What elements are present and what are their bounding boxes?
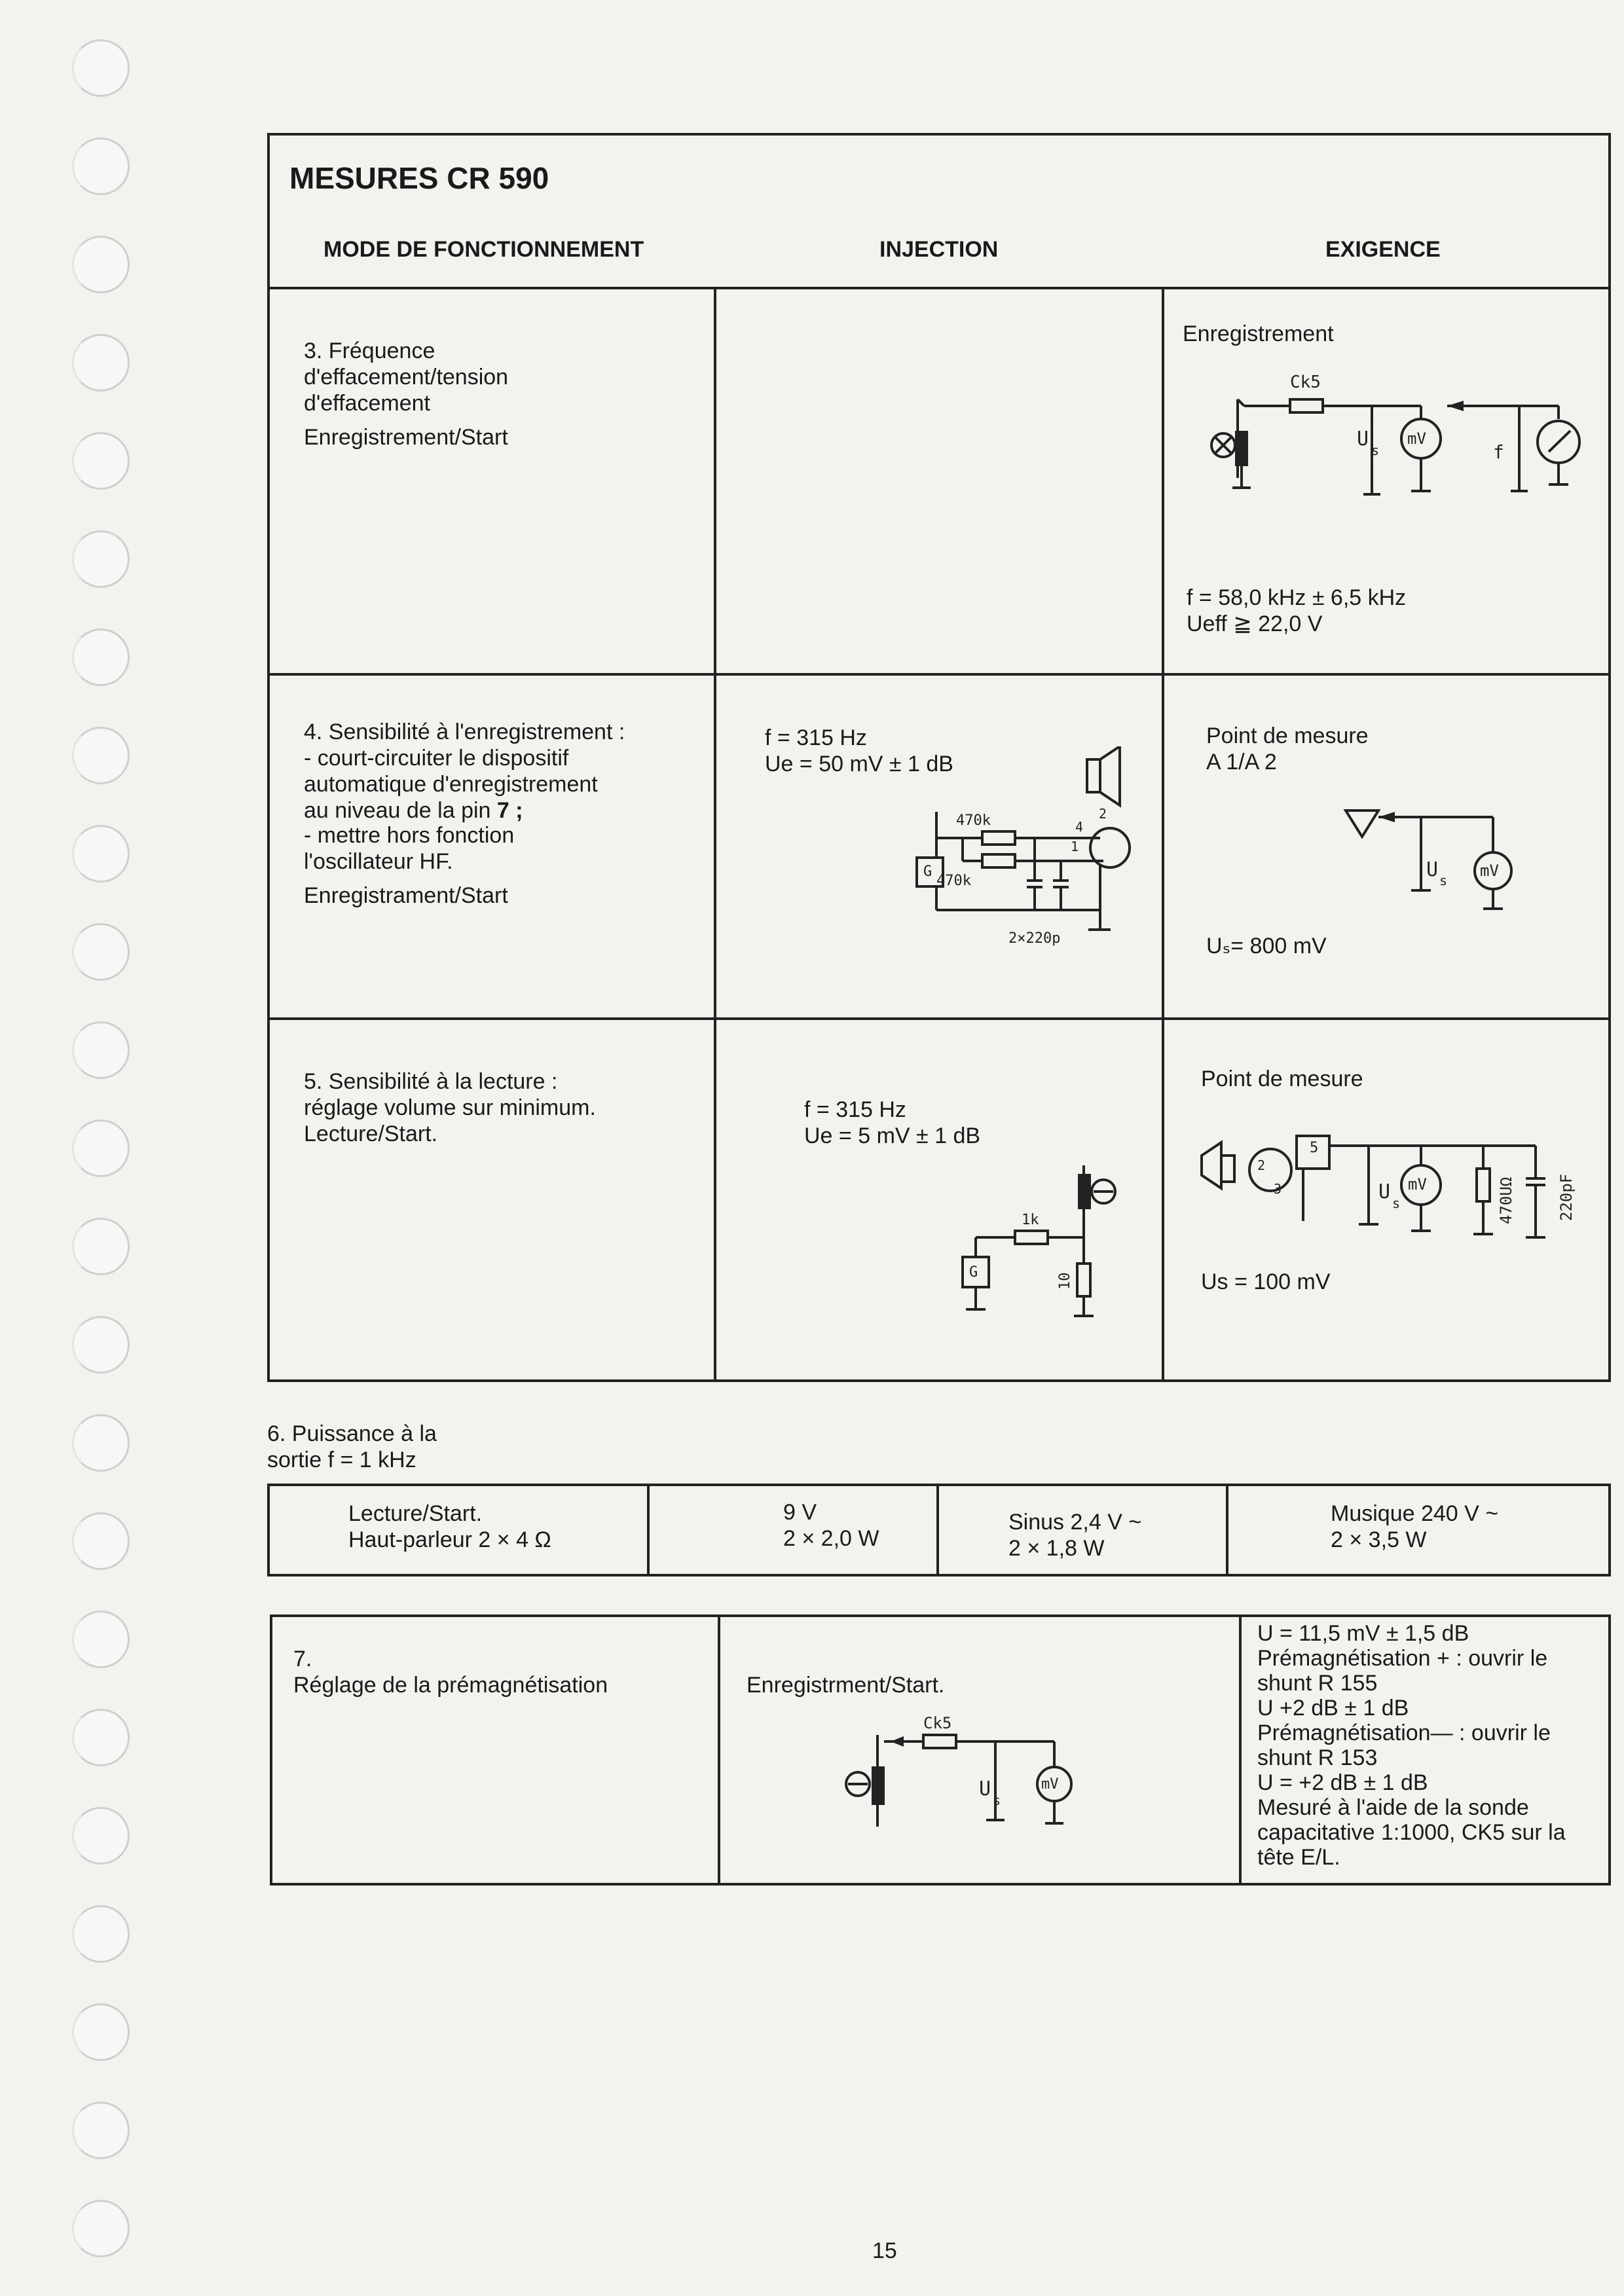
row5-measure-diagram [1198,1116,1604,1247]
row4-us-sub: s [1439,873,1448,888]
row6-cell-2: 9 V 2 × 2,0 W [783,1500,879,1551]
row5-r1-label: 1k [1022,1212,1039,1228]
header-mode: MODE DE FONCTIONNEMENT [323,237,644,262]
row-divider [267,1017,1611,1020]
row6-divider [936,1484,939,1576]
row4-pin4-label: 4 [1075,819,1084,835]
row3-exigence-title: Enregistrement [1183,321,1334,346]
row3-circuit-diagram [1185,360,1598,504]
row3-us-sub: s [1371,443,1380,458]
row4-circuit-diagram [910,746,1159,956]
row6-cell-1: Lecture/Start. Haut-parleur 2 × 4 Ω [348,1501,551,1552]
row5-exigence-value: Us = 100 mV [1201,1269,1331,1294]
row7-exigence: U = 11,5 mV ± 1,5 dB Prémagnétisation + : ouvrir le shunt R 155 U +2 dB ± 1 dB Prémagnétisation— : ouvrir le shunt R 153 U = +2 dB ± 1 dB Mesuré à l'aide de la sonde capacitative 1:1000, CK5 sur la tête E/L. [1257,1621,1566,1870]
row5-injection: f = 315 Hz Ue = 5 mV ± 1 dB [804,1097,981,1148]
row7-circuit-diagram [832,1709,1094,1840]
row7-divider [718,1614,720,1886]
row3-resistor-label: Ck5 [1290,373,1321,392]
row4-mode: 4. Sensibilité à l'enregistrement : - court-circuiter le dispositif automatique d'enregistrement au niveau de la pin 7 ; [304,720,625,823]
row4-measure-diagram [1342,799,1552,917]
row5-pin3-label: 3 [1274,1181,1282,1197]
row3-mode-op: Enregistrement/Start [304,425,508,450]
row4-us-label: U [1426,858,1439,881]
binder-holes [72,26,144,2278]
row5-mv-label: mV [1408,1175,1427,1194]
row5-us-sub: s [1392,1195,1401,1211]
row6-divider [1226,1484,1228,1576]
row3-mv-label: mV [1407,429,1426,448]
row4-pin2-label: 2 [1099,806,1107,822]
row7-us-sub: s [993,1793,1001,1808]
row-divider [267,673,1611,676]
row7-mode: 7. Réglage de la prémagnétisation [293,1647,608,1698]
row5-mode: 5. Sensibilité à la lecture : réglage volume sur minimum. Lecture/Start. [304,1069,596,1146]
row4-r2-label: 470k [936,873,971,889]
column-divider [1162,287,1164,1382]
page-title: MESURES CR 590 [289,161,549,195]
row4-injection: f = 315 Hz Ue = 50 mV ± 1 dB [765,725,953,776]
header-divider [267,287,1611,289]
row7-mv-label: mV [1041,1776,1059,1793]
row7-us-label: U [979,1777,991,1800]
row6-cell-3: Sinus 2,4 V ~ 2 × 1,8 W [1008,1510,1142,1561]
row4-mode-rest: - mettre hors fonction l'oscillateur HF. [304,823,515,874]
row7-divider [1239,1614,1242,1886]
row4-exigence: Point de mesure A 1/A 2 [1206,723,1369,774]
header-injection: INJECTION [879,237,999,262]
page-number: 15 [872,2238,897,2263]
row5-generator-label: G [969,1264,978,1281]
row5-circuit-diagram [923,1159,1139,1322]
row4-mv-label: mV [1480,862,1499,880]
row4-cap-label: 2×220p [1008,930,1061,947]
row7-injection: Enregistrment/Start. [747,1673,945,1698]
header-exigence: EXIGENCE [1325,237,1441,262]
row3-us-label: U [1357,428,1369,450]
row6-label: 6. Puissance à la sortie f = 1 kHz [267,1421,437,1472]
row5-us-label: U [1378,1180,1391,1203]
row3-exigence-values: f = 58,0 kHz ± 6,5 kHz Ueff ≧ 22,0 V [1187,585,1407,636]
row4-mode-op: Enregistrament/Start [304,883,508,908]
row6-divider [647,1484,650,1576]
row6-cell-4: Musique 240 V ~ 2 × 3,5 W [1331,1501,1499,1552]
row5-r2-label: 10 [1057,1272,1073,1290]
row4-pin1-label: 1 [1071,839,1079,854]
row5-pin5-label: 5 [1310,1140,1319,1156]
row5-resistor-label: 470UΩ [1497,1176,1515,1224]
column-divider [714,287,716,1382]
row5-pin2-label: 2 [1257,1157,1266,1173]
row5-cap-label: 220pF [1557,1173,1576,1221]
row3-f-label: f [1493,441,1504,463]
row3-mode: 3. Fréquence d'effacement/tension d'effacement [304,338,509,416]
row7-resistor-label: Ck5 [923,1714,952,1732]
row4-r1-label: 470k [956,812,991,829]
row4-exigence-value: Uₛ= 800 mV [1206,934,1327,958]
row4-generator-label: G [923,864,932,880]
row5-exigence: Point de mesure [1201,1066,1363,1091]
